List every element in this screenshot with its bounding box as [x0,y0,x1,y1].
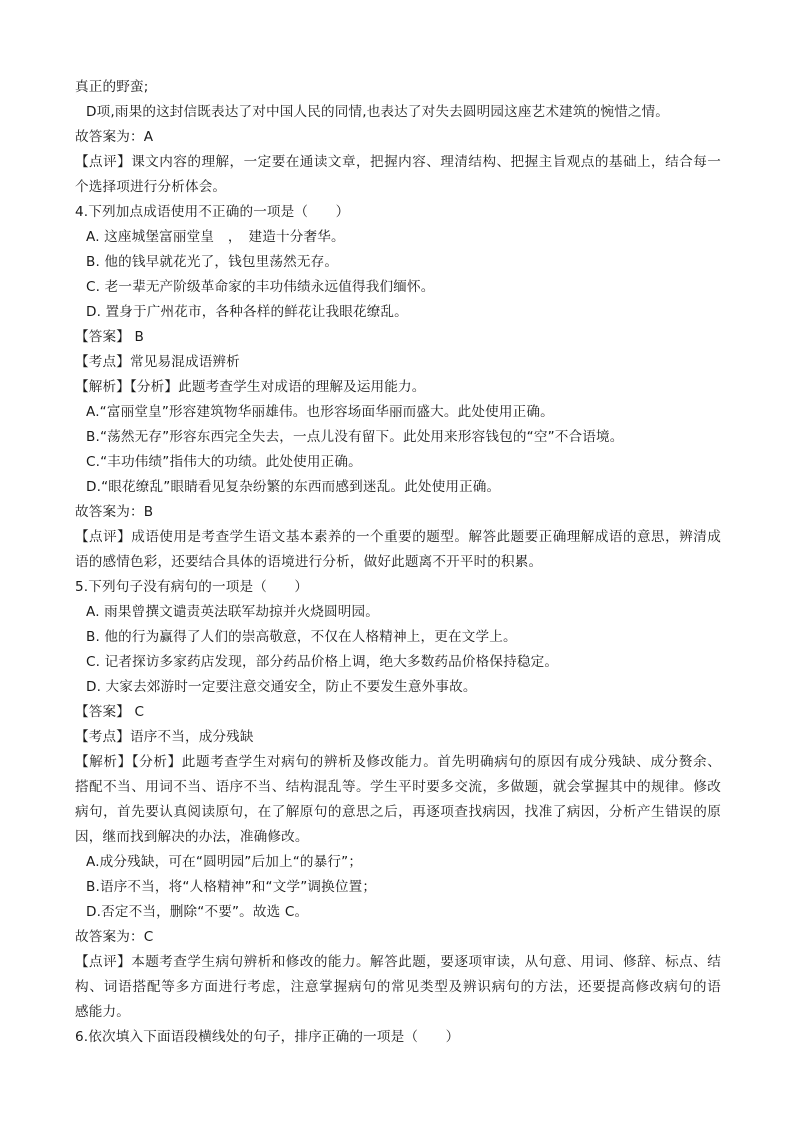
analysis-line: 【解析】【分析】此题考查学生对病句的辨析及修改能力。首先明确病句的原因有成分残缺、成分赘余、 [75,754,721,770]
option-c: C. 老一辈无产阶级革命家的丰功伟绩永远值得我们缅怀。 [86,279,435,295]
option-a: A. 这座城堡富丽堂皇 ， 建造十分奢华。 [86,229,345,245]
answer-line: 故答案为：A [75,129,154,145]
option-b: B. 他的钱早就花光了，钱包里荡然无存。 [86,254,339,270]
option-d: D. 大家去郊游时一定要注意交通安全，防止不要发生意外事故。 [86,679,477,695]
question-6-stem: 6.依次填入下面语段横线处的句子，排序正确的一项是（ ） [75,1029,460,1045]
topic-tag: 【考点】语序不当，成分残缺 [75,729,254,745]
analysis-line: A.成分残缺，可在“圆明园”后加上“的暴行”； [86,854,363,870]
analysis-line: 因，继而找到解决的办法，准确修改。 [75,829,309,845]
answer-tag: 【答案】 C [75,704,145,720]
option-c: C. 记者探访多家药店发现，部分药品价格上调，绝大多数药品价格保持稳定。 [86,654,559,670]
analysis-line: 病句，首先要认真阅读原句，在了解原句的意思之后，再逐项查找病因，找准了病因，分析产生错误的原 [75,804,721,820]
comment-line: 感能力。 [75,1004,130,1020]
analysis-tag: 【解析】【分析】此题考查学生对成语的理解及运用能力。 [75,379,426,395]
text-line: 个选择项进行分析体会。 [75,179,227,195]
comment-line: 【点评】成语使用是考查学生语文基本素养的一个重要的题型。解答此题要正确理解成语的意思，辨清成 [75,529,721,545]
analysis-line: 搭配不当、用词不当、语序不当、结构混乱等。学生平时要多交流，多做题，就会掌握其中的规律。修改 [75,779,721,795]
analysis-line: B.“荡然无存”形容东西完全失去，一点儿没有留下。此处用来形容钱包的“空”不合语境。 [86,429,624,445]
analysis-line: C.“丰功伟绩”指伟大的功绩。此处使用正确。 [86,454,362,470]
question-5-stem: 5.下列句子没有病句的一项是（ ） [75,579,309,595]
comment-line: 【点评】课文内容的理解，一定要在通读文章，把握内容、理清结构、把握主旨观点的基础上，结合每一 [75,154,721,170]
answer-tag: 【答案】 B [75,329,144,345]
analysis-line: B.语序不当，将“人格精神”和“文学”调换位置； [86,879,377,895]
topic-tag: 【考点】常见易混成语辨析 [75,354,240,370]
answer-line: 故答案为：C [75,929,154,945]
comment-line: 语的感情色彩，还要结合具体的语境进行分析，做好此题离不开平时的积累。 [75,554,543,570]
analysis-line: A.“富丽堂皇”形容建筑物华丽雄伟。也形容场面华丽而盛大。此处使用正确。 [86,404,554,420]
analysis-line: D.否定不当，删除“不要”。故选 C。 [86,904,309,920]
text-line: D项,雨果的这封信既表达了对中国人民的同情,也表达了对失去圆明园这座艺术建筑的惋惜之情。 [86,104,670,120]
option-a: A. 雨果曾撰文谴责英法联军劫掠并火烧圆明园。 [86,604,380,620]
answer-line: 故答案为：B [75,504,154,520]
comment-line: 构、词语搭配等多方面进行考虑，注意掌握病句的常见类型及辨识病句的方法，还要提高修改病句的语 [75,979,721,995]
analysis-line: D.“眼花缭乱”眼睛看见复杂纷繁的东西而感到迷乱。此处使用正确。 [86,479,501,495]
question-4-stem: 4.下列加点成语使用不正确的一项是（ ） [75,204,350,220]
comment-line: 【点评】本题考查学生病句辨析和修改的能力。解答此题，要逐项审读，从句意、用词、修辞、标点、结 [75,954,721,970]
text-line: 真正的野蛮; [75,79,149,95]
option-d: D. 置身于广州花市，各种各样的鲜花让我眼花缭乱。 [86,304,408,320]
option-b: B. 他的行为赢得了人们的崇高敬意，不仅在人格精神上，更在文学上。 [86,629,517,645]
